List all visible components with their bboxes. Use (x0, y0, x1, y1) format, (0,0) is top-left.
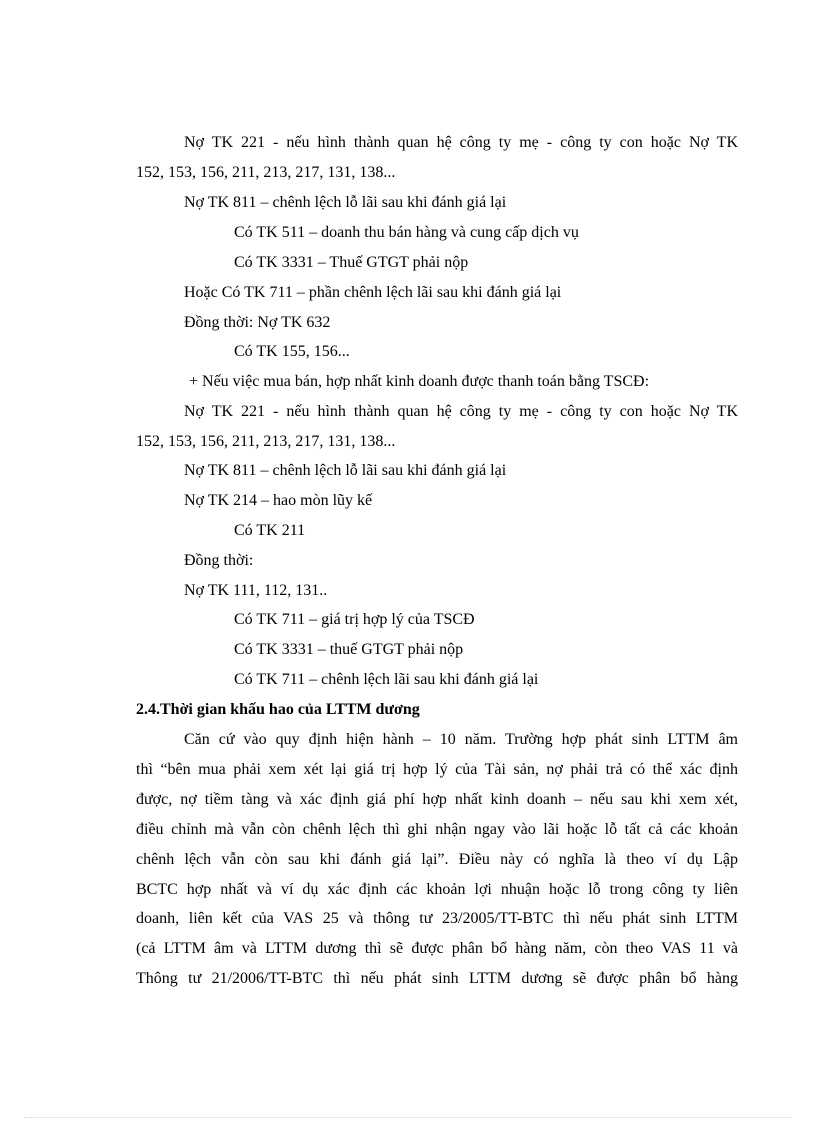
text-line: Nợ TK 221 - nếu hình thành quan hệ công ty mẹ - công ty con hoặc Nợ TK (184, 134, 738, 151)
text-line: Có TK 3331 – Thuế GTGT phải nộp (234, 254, 469, 271)
text-line: Có TK 211 (234, 522, 306, 539)
text-line: + Nếu việc mua bán, hợp nhất kinh doanh được thanh toán bằng TSCĐ: (189, 373, 650, 390)
text-line: Có TK 711 – chênh lệch lãi sau khi đánh giá lại (234, 671, 539, 688)
page-bottom-rule (24, 1117, 792, 1118)
text-line: Nợ TK 111, 112, 131.. (184, 582, 328, 599)
text-line: 152, 153, 156, 211, 213, 217, 131, 138... (136, 164, 396, 181)
text-line: Nợ TK 811 – chênh lệch lỗ lãi sau khi đánh giá lại (184, 194, 507, 211)
text-line: Hoặc Có TK 711 – phần chênh lệch lãi sau khi đánh giá lại (184, 284, 562, 301)
section-heading: 2.4.Thời gian khấu hao của LTTM dương (136, 701, 420, 718)
text-line: Đồng thời: (184, 552, 254, 569)
text-line: Nợ TK 214 – hao mòn lũy kế (184, 492, 373, 509)
text-line: 152, 153, 156, 211, 213, 217, 131, 138... (136, 433, 396, 450)
text-line: Có TK 155, 156... (234, 343, 350, 360)
text-line: Nợ TK 221 - nếu hình thành quan hệ công ty mẹ - công ty con hoặc Nợ TK (184, 403, 738, 420)
paragraph-line: Căn cứ vào quy định hiện hành – 10 năm. Trường hợp phát sinh LTTM âm (184, 731, 738, 748)
paragraph-line: được, nợ tiềm tàng và xác định giá phí hợp nhất kinh doanh – nếu sau khi xem xét, (136, 791, 738, 808)
text-line: Nợ TK 811 – chênh lệch lỗ lãi sau khi đánh giá lại (184, 462, 507, 479)
text-line: Có TK 711 – giá trị hợp lý của TSCĐ (234, 611, 475, 628)
paragraph-line: (cả LTTM âm và LTTM dương thì sẽ được phân bổ hàng năm, còn theo VAS 11 và (136, 940, 738, 957)
paragraph-line: điều chỉnh mà vẫn còn chênh lệch thì ghi nhận ngay vào lãi hoặc lỗ tất cả các khoản (136, 821, 738, 838)
text-line: Có TK 511 – doanh thu bán hàng và cung cấp dịch vụ (234, 224, 579, 241)
paragraph-line: doanh, liên kết của VAS 25 và thông tư 23/2005/TT-BTC thì nếu phát sinh LTTM (136, 910, 738, 927)
text-line: Có TK 3331 – thuế GTGT phải nộp (234, 641, 464, 658)
paragraph-line: BCTC hợp nhất và ví dụ xác định các khoản lợi nhuận hoặc lỗ trong công ty liên (136, 881, 738, 898)
paragraph-line: thì “bên mua phải xem xét lại giá trị hợp lý của Tài sản, nợ phải trả có thể xác định (136, 761, 738, 778)
paragraph-line: Thông tư 21/2006/TT-BTC thì nếu phát sinh LTTM dương sẽ được phân bổ hàng (136, 970, 738, 987)
paragraph-line: chênh lệch vẫn còn sau khi đánh giá lại”. Điều này có nghĩa là theo ví dụ Lập (136, 851, 738, 868)
text-line: Đồng thời: Nợ TK 632 (184, 314, 331, 331)
